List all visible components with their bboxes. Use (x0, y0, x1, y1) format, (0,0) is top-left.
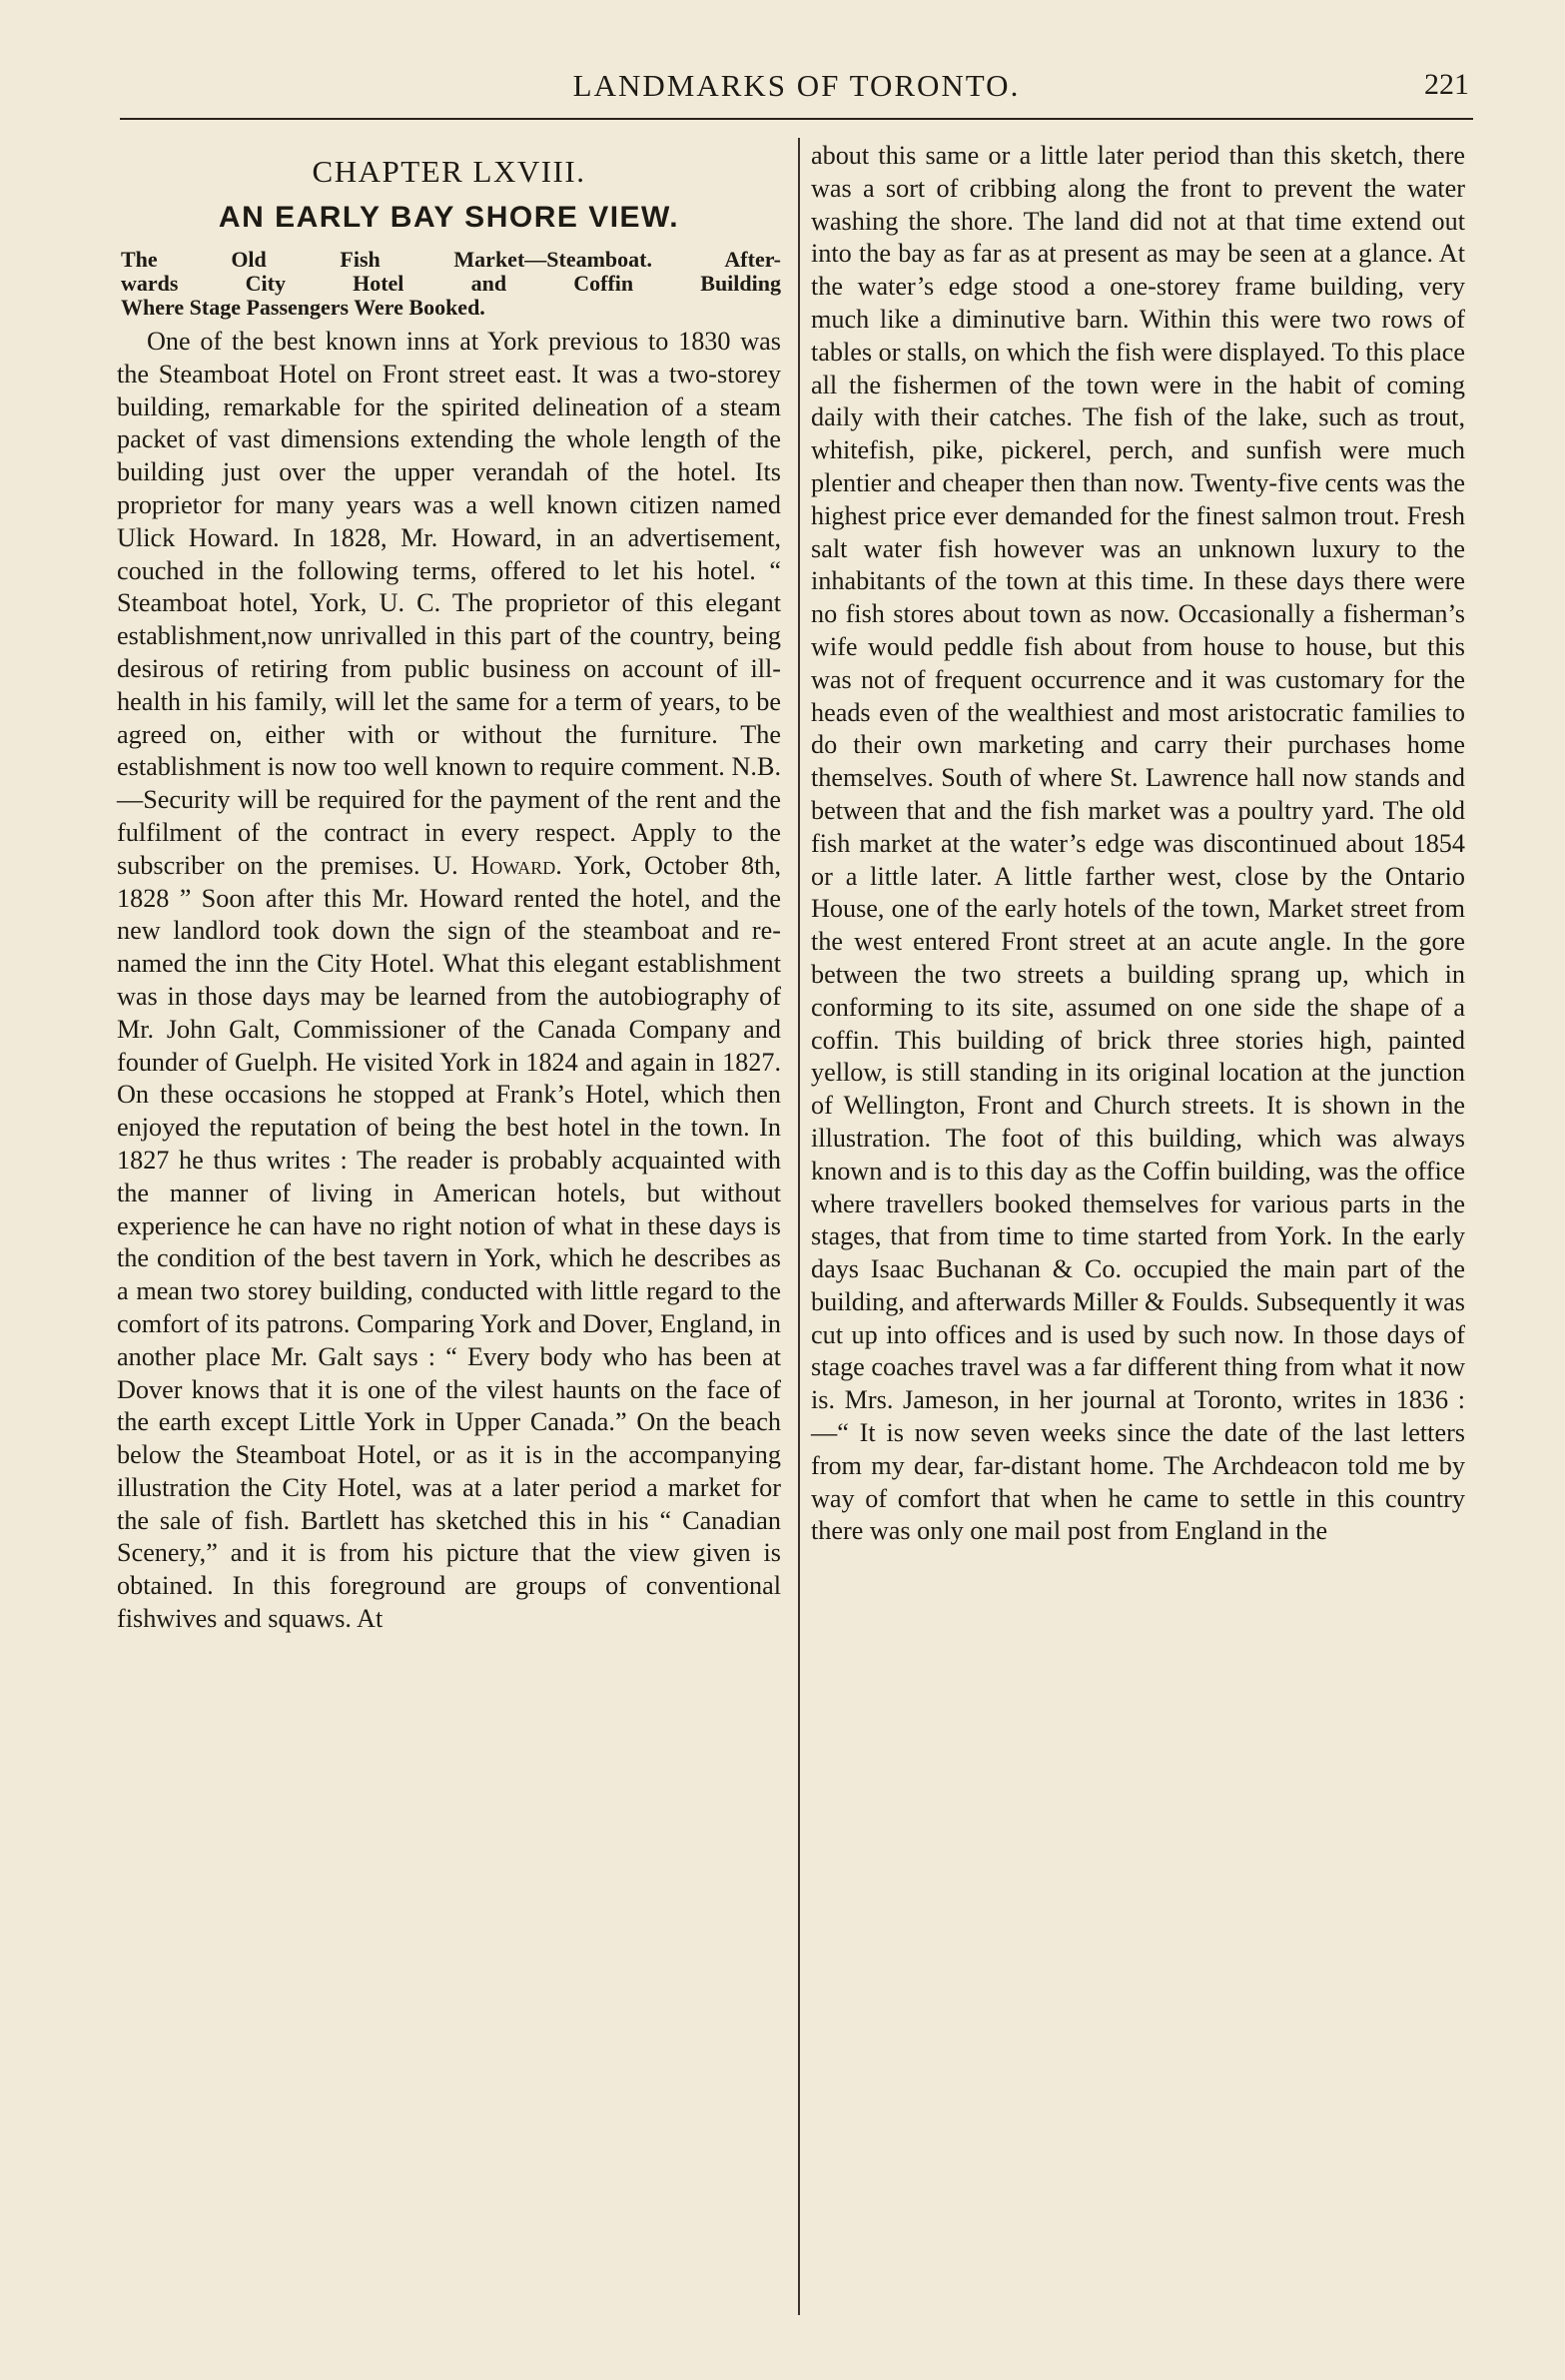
subheading-line: The Old Fish Market—Steamboat. After- (121, 247, 781, 272)
right-column-text: about this same or a little later period than this sketch, there was a sort of cribbing along the front to prevent the water washing the shore. The land did not at that time extend out into the bay as far as at present as may be seen at a glance. At the water’s edge stood a one-storey frame building, very much like a diminutive barn. Within this were two rows of tables or stalls, on which the fish were displayed. To this place all the fishermen of the town were in the habit of coming daily with their catches. The fish of the lake, such as trout, whitefish, pike, pickerel, perch, and sunfish were much plentier and cheaper then than now. Twenty-five cents was the highest price ever demanded for the finest salmon trout. Fresh salt water fish however was an unknown luxury to the inhabitants of the town at this time. In these days there were no fish stores about town as now. Occasionally a fisherman’s wife would peddle fish about from house to house, but this was not of frequent occurrence and it was customary for the heads even of the wealthiest and most aristocratic families to do their own marketing and carry their purchases home themselves. South of where St. Lawrence hall now stands and between that and the fish market was a poultry yard. The old fish market at the water’s edge was discontinued about 1854 or a little later. A little farther west, close by the Ontario House, one of the early hotels of the town, Market street from the west entered Front street at an acute angle. In the gore between the two streets a building sprang up, which in conforming to its site, assumed on one side the shape of a coffin. This building of brick three stories high, painted yellow, is still standing in its original location at the junction of Wellington, Front and Church streets. It is shown in the illustration. The foot of this building, which was always known and is to this day as the Coffin building, was the office where travellers booked themselves for various parts in the stages, that from time to time started from York. In the early days Isaac Buchanan & Co. occupied the main part of the building, and afterwards Miller & Foulds. Subsequently it was cut up into offices and is used by such now. In those days of stage coaches travel was a far different thing from what it now is. Mrs. Jameson, in her journal at Toronto, writes in 1836 :—“ It is now seven weeks since the date of the last letters from my dear, far-distant home. The Archdeacon told me by way of comfort that when he came to settle in this country there was only one mail post from England in the (811, 141, 1465, 1546)
page-number: 221 (1424, 68, 1469, 101)
running-title: LANDMARKS OF TORONTO. (572, 68, 1021, 103)
body-text-continued: . York, October 8th, 1828 ” Soon after this Mr. Howard rented the hotel, and the new landlord took down the sign of the steamboat and re-named the inn the City Hotel. What this elegant establishment was in those days may be learned from the autobiography of Mr. John Galt, Commissioner of the Canada Company and founder of Guelph. He visited York in 1824 and again in 1827. On these occasions he stopped at Frank’s Hotel, which then enjoyed the reputation of being the best hotel in the town. In 1827 he thus writes : The reader is probably acquainted with the manner of living in American hotels, but without experience he can have no right notion of what in these days is the condition of the best tavern in York, which he describes as a mean two storey building, conducted with little regard to the comfort of its patrons. Comparing York and Dover, England, in another place Mr. Galt says : “ Every body who has been at Dover knows that it is one of the vilest haunts on the face of the earth except Little York in Upper Canada.” On the beach below the Steamboat Hotel, or as it is in the accompanying illustration the City Hotel, was at a later period a market for the sale of fish. Bartlett has sketched this in his “ Canadian Scenery,” and it is from his picture that the view given is obtained. In this foreground are groups of conventional fishwives and squaws. At (117, 850, 781, 1634)
chapter-number: CHAPTER LXVIII. (312, 154, 586, 189)
chapter-title: AN EARLY BAY SHORE VIEW. (218, 201, 680, 234)
column-divider (798, 138, 800, 2315)
chapter-subheading (117, 248, 781, 320)
left-column-text (117, 326, 781, 1636)
subheading-line: wards City Hotel and Coffin Building (121, 271, 781, 296)
header-rule (120, 118, 1473, 120)
body-text-start: One of the best known inns at York previous to 1830 was the Steamboat Hotel on Front street east. It was a two-storey building, remarkable for the spirited delineation of a steam packet of vast dimensions extending the whole length of the building just over the upper verandah of the hotel. Its proprietor for many years was a well known citizen named Ulick Howard. In 1828, Mr. Howard, in an advertisement, couched in the following terms, offered to let his hotel. “ Steamboat hotel, York, U. C. The proprietor of this elegant establishment,now unrivalled in this part of the country, being desirous of retiring from public business on account of ill-health in his family, will let the same for a term of years, to be agreed on, either with or without the furniture. The establishment is now too well known to require comment. N.B.—Security will be required for the payment of the rent and the fulfilment of the contract in every respect. Apply to the subscriber on the premises. U. (117, 327, 781, 880)
subheading-line: Where Stage Passengers Were Booked. (121, 295, 485, 320)
left-column (117, 140, 781, 1636)
page-header (120, 62, 1473, 118)
signature-name: Howard (470, 850, 556, 880)
right-column (811, 140, 1465, 1548)
